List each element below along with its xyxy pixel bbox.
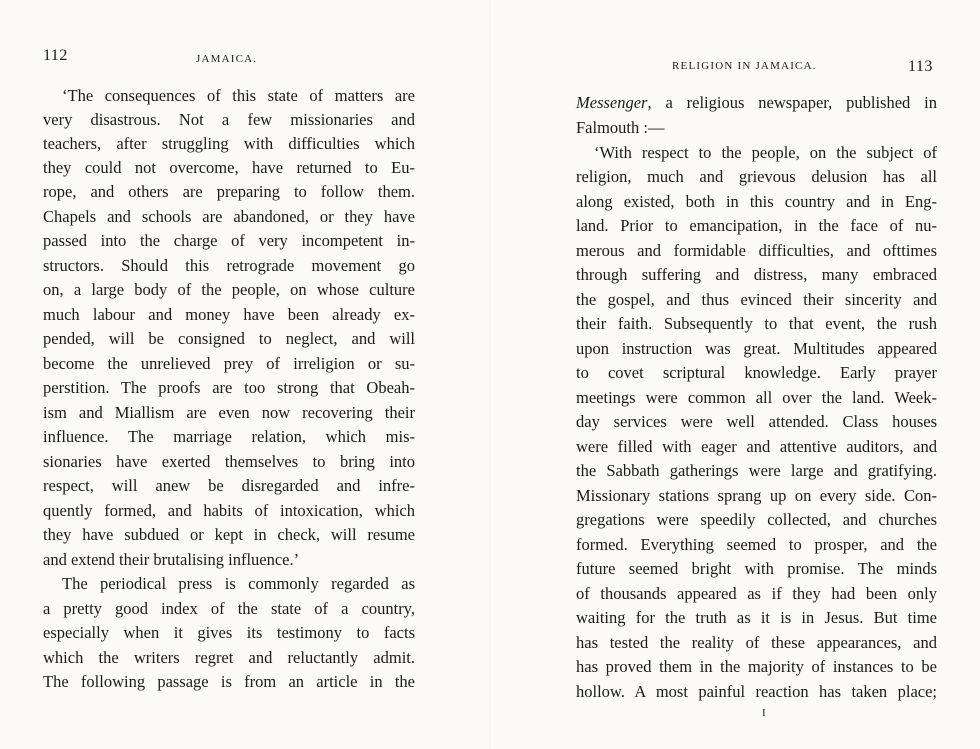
- text-line: rope, and others are preparing to follow them.: [43, 182, 415, 201]
- text-line: ‘With respect to the people, on the subject of: [594, 143, 937, 162]
- text-line: become the unrelieved prey of irreligion or su-: [43, 354, 415, 373]
- text-line: of thousands appeared as if they had been only: [576, 584, 937, 603]
- text-line: to covet scriptural knowledge. Early prayer: [576, 363, 937, 382]
- text-line: influence. The marriage relation, which mis-: [43, 427, 415, 446]
- text-line: sionaries have exerted themselves to bring into: [43, 452, 415, 471]
- text-line: merous and formidable difficulties, and ofttimes: [576, 241, 937, 260]
- text-line: Missionary stations sprang up on every side. Con-: [576, 486, 937, 505]
- text-line: hollow. A most painful reaction has taken place;: [576, 682, 937, 701]
- page-number: 113: [908, 58, 933, 75]
- text-line: perstition. The proofs are too strong that Obeah-: [43, 378, 415, 397]
- text-line: upon instruction was great. Multitudes appeared: [576, 339, 937, 358]
- signature-mark: I: [762, 707, 766, 719]
- text-line: which the writers regret and reluctantly admit.: [43, 648, 415, 667]
- text-line: teachers, after struggling with difficulties which: [43, 134, 415, 153]
- text-line: ‘The consequences of this state of matters are: [62, 86, 415, 105]
- text-line: The following passage is from an article in the: [43, 672, 415, 691]
- text-line: structors. Should this retrograde movement go: [43, 256, 415, 275]
- text-line: a pretty good index of the state of a country,: [43, 599, 415, 618]
- text-fragment: , a religious newspaper, published in: [647, 93, 937, 112]
- text-line: along existed, both in this country and in Eng-: [576, 192, 937, 211]
- text-line: meetings were common all over the land. Week-: [576, 388, 937, 407]
- text-line: through suffering and distress, many embraced: [576, 265, 937, 284]
- text-line: on, a large body of the people, on whose culture: [43, 280, 415, 299]
- text-line: the gospel, and thus evinced their sincerity and: [576, 290, 937, 309]
- right-page: [490, 0, 980, 749]
- text-line: very disastrous. Not a few missionaries and: [43, 110, 415, 129]
- text-line: waiting for the truth as it is in Jesus. But time: [576, 608, 937, 627]
- text-line: and extend their brutalising influence.’: [43, 550, 300, 569]
- text-line: quently formed, and habits of intoxication, which: [43, 501, 415, 520]
- page-number: 112: [43, 47, 68, 64]
- text-line: their faith. Subsequently to that event, the rush: [576, 314, 937, 333]
- text-line: respect, will anew be disregarded and infre-: [43, 476, 415, 495]
- text-line: they could not overcome, have returned to Eu-: [43, 158, 415, 177]
- text-line: they have subdued or kept in check, will resume: [43, 525, 415, 544]
- text-line: gregations were speedily collected, and churches: [576, 510, 937, 529]
- text-line: has tested the reality of these appearances, and: [576, 633, 937, 652]
- text-line: much labour and money have been already ex-: [43, 305, 415, 324]
- text-line: pended, will be consigned to neglect, and will: [43, 329, 415, 348]
- text-line: future seemed bright with promise. The minds: [576, 559, 937, 578]
- text-line: the Sabbath gatherings were large and gratifying.: [576, 461, 937, 480]
- text-line: Falmouth :—: [576, 118, 665, 137]
- publication-title: Messenger: [576, 93, 648, 112]
- text-line: formed. Everything seemed to prosper, and the: [576, 535, 937, 554]
- text-line: religion, much and grievous delusion has all: [576, 167, 937, 186]
- text-line: especially when it gives its testimony to facts: [43, 623, 415, 642]
- text-line: passed into the charge of very incompetent in-: [43, 231, 415, 250]
- text-line: land. Prior to emancipation, in the face of nu-: [576, 216, 937, 235]
- text-line: were filled with eager and attentive auditors, and: [576, 437, 937, 456]
- text-line: has proved them in the majority of instances to be: [576, 657, 937, 676]
- running-head: RELIGION IN JAMAICA.: [672, 60, 817, 72]
- text-line: The periodical press is commonly regarded as: [62, 574, 415, 593]
- running-head: JAMAICA.: [196, 53, 258, 65]
- text-line: Chapels and schools are abandoned, or they have: [43, 207, 415, 226]
- text-line-first: [576, 93, 937, 113]
- text-line: day services were well attended. Class houses: [576, 412, 937, 431]
- text-line: ism and Miallism are even now recovering their: [43, 403, 415, 422]
